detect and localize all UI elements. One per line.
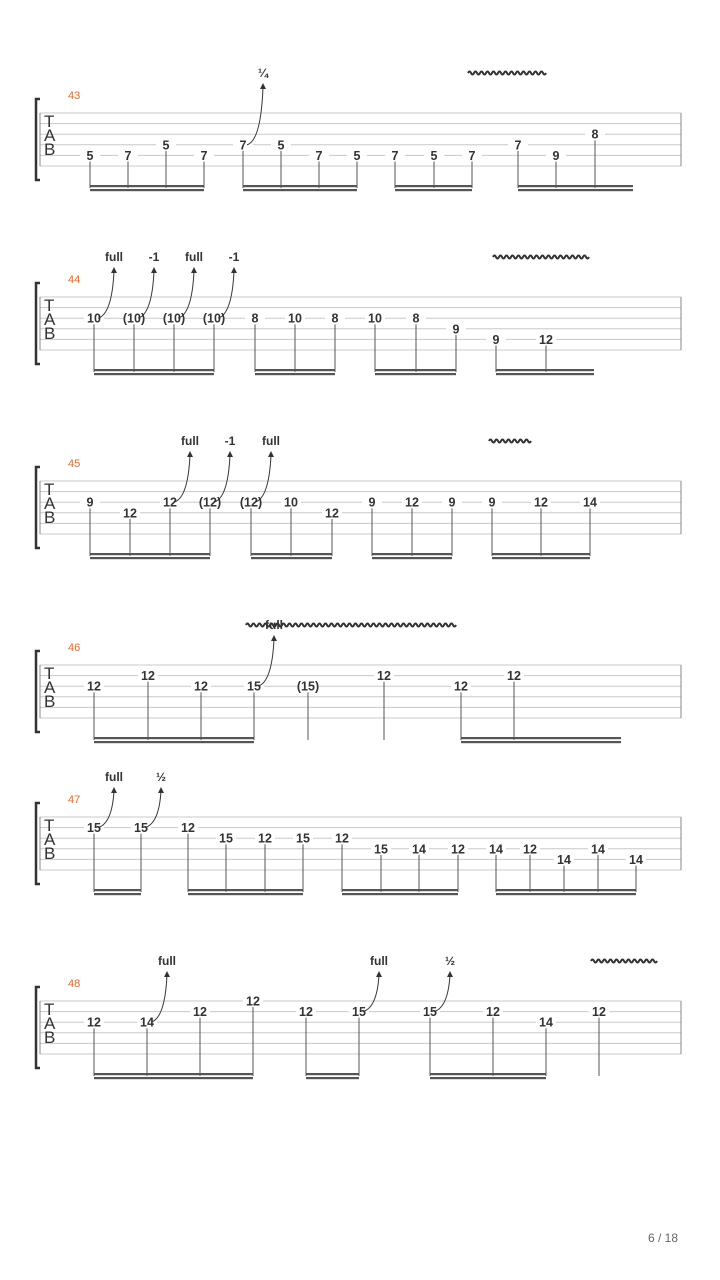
tab-clef-letter: T <box>44 664 55 683</box>
bend-arrow-icon <box>191 267 197 273</box>
bend-arrow-icon <box>447 971 453 977</box>
fret-number: 14 <box>539 1015 553 1030</box>
tab-system <box>36 954 681 1079</box>
bend-label: full <box>181 434 199 448</box>
beam <box>94 893 141 895</box>
bend-arrow-icon <box>260 83 266 89</box>
fret-number: 15 <box>423 1005 437 1020</box>
bend-label: full <box>105 250 123 264</box>
fret-number: 12 <box>123 506 137 521</box>
beam <box>518 189 633 191</box>
fret-number: 15 <box>134 821 148 836</box>
measure-number: 46 <box>68 642 81 654</box>
tab-clef-letter: A <box>44 1014 56 1033</box>
fret-number: 8 <box>591 127 599 142</box>
bend-curve <box>247 87 263 145</box>
tab-clef-letter: A <box>44 678 56 697</box>
beam <box>496 373 594 375</box>
bend-arrow-icon <box>151 267 157 273</box>
fret-number: 7 <box>239 138 247 153</box>
beam <box>251 553 332 555</box>
measure-number: 45 <box>68 458 81 470</box>
fret-number: (12) <box>239 495 263 510</box>
fret-number: 5 <box>86 148 94 163</box>
fret-number: (10) <box>122 311 146 326</box>
fret-number: 10 <box>368 311 382 326</box>
beam <box>94 369 214 371</box>
fret-number: 12 <box>539 332 553 347</box>
tab-clef-letter: T <box>44 296 55 315</box>
measure-number: 43 <box>68 90 81 102</box>
fret-number: 9 <box>368 495 376 510</box>
bend-label: full <box>262 434 280 448</box>
fret-number: 12 <box>141 669 155 684</box>
fret-number: 14 <box>557 852 571 867</box>
fret-number: 12 <box>534 495 548 510</box>
fret-number: 12 <box>377 669 391 684</box>
tab-clef-letter: T <box>44 816 55 835</box>
fret-number: 12 <box>507 669 521 684</box>
fret-number: 12 <box>194 679 208 694</box>
bend-label: -1 <box>148 250 160 264</box>
beam <box>496 893 636 895</box>
fret-number: 12 <box>87 679 101 694</box>
beam <box>90 185 204 187</box>
fret-number: 12 <box>451 842 465 857</box>
fret-number: 7 <box>468 148 476 163</box>
bend-arrow-icon <box>111 267 117 273</box>
bend-arrow-icon <box>187 451 193 457</box>
bend-label: full <box>265 618 283 632</box>
fret-number: 7 <box>124 148 132 163</box>
fret-number: 12 <box>181 821 195 836</box>
bend-arrow-icon <box>231 267 237 273</box>
beam <box>518 185 633 187</box>
beam <box>372 553 452 555</box>
system-bracket <box>36 283 40 364</box>
fret-number: 9 <box>452 322 460 337</box>
beam <box>492 557 590 559</box>
tab-clef-letter: B <box>44 140 56 159</box>
beam <box>94 373 214 375</box>
fret-number: 5 <box>277 138 285 153</box>
vibrato-line <box>493 256 589 259</box>
beam <box>395 189 472 191</box>
beam <box>342 893 458 895</box>
beam <box>375 373 456 375</box>
beam <box>94 741 254 743</box>
beam <box>94 1077 253 1079</box>
beam <box>395 185 472 187</box>
fret-number: 9 <box>448 495 456 510</box>
tab-clef-letter: B <box>44 1028 56 1047</box>
fret-number: 7 <box>200 148 208 163</box>
fret-number: 7 <box>514 138 522 153</box>
fret-number: 15 <box>374 842 388 857</box>
tab-system <box>36 66 681 191</box>
fret-number: 12 <box>299 1005 313 1020</box>
system-bracket <box>36 651 40 732</box>
fret-number: (15) <box>296 679 320 694</box>
beam <box>461 737 621 739</box>
vibrato-line <box>591 960 657 963</box>
fret-number: 15 <box>247 679 261 694</box>
fret-number: 15 <box>352 1005 366 1020</box>
bend-arrow-icon <box>227 451 233 457</box>
fret-number: 8 <box>331 311 339 326</box>
tab-clef-letter: T <box>44 112 55 131</box>
bend-arrow-icon <box>268 451 274 457</box>
tab-system <box>36 250 681 375</box>
measure-number: 48 <box>68 978 81 990</box>
beam <box>306 1073 359 1075</box>
fret-number: 12 <box>258 831 272 846</box>
beam <box>243 189 357 191</box>
fret-number: 12 <box>246 994 260 1009</box>
measure-number: 47 <box>68 794 81 806</box>
beam <box>461 741 621 743</box>
fret-number: 12 <box>87 1015 101 1030</box>
beam <box>306 1077 359 1079</box>
bend-arrow-icon <box>271 635 277 641</box>
fret-number: 12 <box>163 495 177 510</box>
bend-label: -1 <box>224 434 236 448</box>
bend-label: full <box>158 954 176 968</box>
bend-arrow-icon <box>164 971 170 977</box>
bend-label: full <box>185 250 203 264</box>
fret-number: 5 <box>430 148 438 163</box>
fret-number: 15 <box>219 831 233 846</box>
beam <box>255 369 335 371</box>
fret-number: 7 <box>391 148 399 163</box>
fret-number: 12 <box>523 842 537 857</box>
fret-number: 14 <box>412 842 426 857</box>
bend-label: full <box>105 770 123 784</box>
fret-number: 10 <box>288 311 302 326</box>
beam <box>430 1073 546 1075</box>
tab-system <box>36 434 681 559</box>
fret-number: 14 <box>489 842 503 857</box>
page-number: 6 / 18 <box>647 1231 678 1245</box>
bend-label: ½ <box>155 770 167 784</box>
fret-number: 14 <box>629 852 643 867</box>
fret-number: 12 <box>454 679 468 694</box>
beam <box>90 557 210 559</box>
fret-number: 8 <box>412 311 420 326</box>
fret-number: 5 <box>353 148 361 163</box>
fret-number: 10 <box>284 495 298 510</box>
beam <box>492 553 590 555</box>
system-bracket <box>36 99 40 180</box>
tab-clef-letter: B <box>44 324 56 343</box>
fret-number: (10) <box>202 311 226 326</box>
fret-number: 10 <box>87 311 101 326</box>
tab-clef-letter: B <box>44 692 56 711</box>
tab-clef-letter: A <box>44 126 56 145</box>
fret-number: 12 <box>193 1005 207 1020</box>
beam <box>94 889 141 891</box>
bend-label: ½ <box>444 954 456 968</box>
fret-number: (10) <box>162 311 186 326</box>
fret-number: 9 <box>488 495 496 510</box>
fret-number: 15 <box>296 831 310 846</box>
bend-label: -1 <box>228 250 240 264</box>
fret-number: (12) <box>198 495 222 510</box>
bend-label: ¼ <box>257 66 269 80</box>
beam <box>496 369 594 371</box>
beam <box>372 557 452 559</box>
fret-number: 7 <box>315 148 323 163</box>
tab-clef-letter: T <box>44 1000 55 1019</box>
beam <box>430 1077 546 1079</box>
fret-number: 14 <box>140 1015 154 1030</box>
bend-arrow-icon <box>376 971 382 977</box>
beam <box>251 557 332 559</box>
beam <box>188 889 303 891</box>
tab-system <box>36 618 681 743</box>
beam <box>255 373 335 375</box>
fret-number: 12 <box>335 831 349 846</box>
fret-number: 9 <box>492 332 500 347</box>
fret-number: 12 <box>325 506 339 521</box>
beam <box>94 1073 253 1075</box>
fret-number: 12 <box>592 1005 606 1020</box>
tab-system <box>36 770 681 895</box>
fret-number: 12 <box>405 495 419 510</box>
beam <box>188 893 303 895</box>
fret-number: 9 <box>552 148 560 163</box>
fret-number: 14 <box>583 495 597 510</box>
fret-number: 12 <box>486 1005 500 1020</box>
beam <box>90 553 210 555</box>
vibrato-line <box>489 440 531 443</box>
tab-clef-letter: A <box>44 830 56 849</box>
vibrato-line <box>468 72 546 75</box>
tab-clef-letter: T <box>44 480 55 499</box>
beam <box>90 189 204 191</box>
beam <box>375 369 456 371</box>
fret-number: 9 <box>86 495 94 510</box>
fret-number: 15 <box>87 821 101 836</box>
bend-label: full <box>370 954 388 968</box>
fret-number: 8 <box>251 311 259 326</box>
beam <box>243 185 357 187</box>
bend-arrow-icon <box>158 787 164 793</box>
beam <box>94 737 254 739</box>
fret-number: 14 <box>591 842 605 857</box>
system-bracket <box>36 467 40 548</box>
beam <box>496 889 636 891</box>
bend-arrow-icon <box>111 787 117 793</box>
beam <box>342 889 458 891</box>
fret-number: 5 <box>162 138 170 153</box>
system-bracket <box>36 987 40 1068</box>
tab-clef-letter: B <box>44 844 56 863</box>
measure-number: 44 <box>68 274 81 286</box>
tab-clef-letter: A <box>44 310 56 329</box>
tab-clef-letter: B <box>44 508 56 527</box>
tab-clef-letter: A <box>44 494 56 513</box>
system-bracket <box>36 803 40 884</box>
